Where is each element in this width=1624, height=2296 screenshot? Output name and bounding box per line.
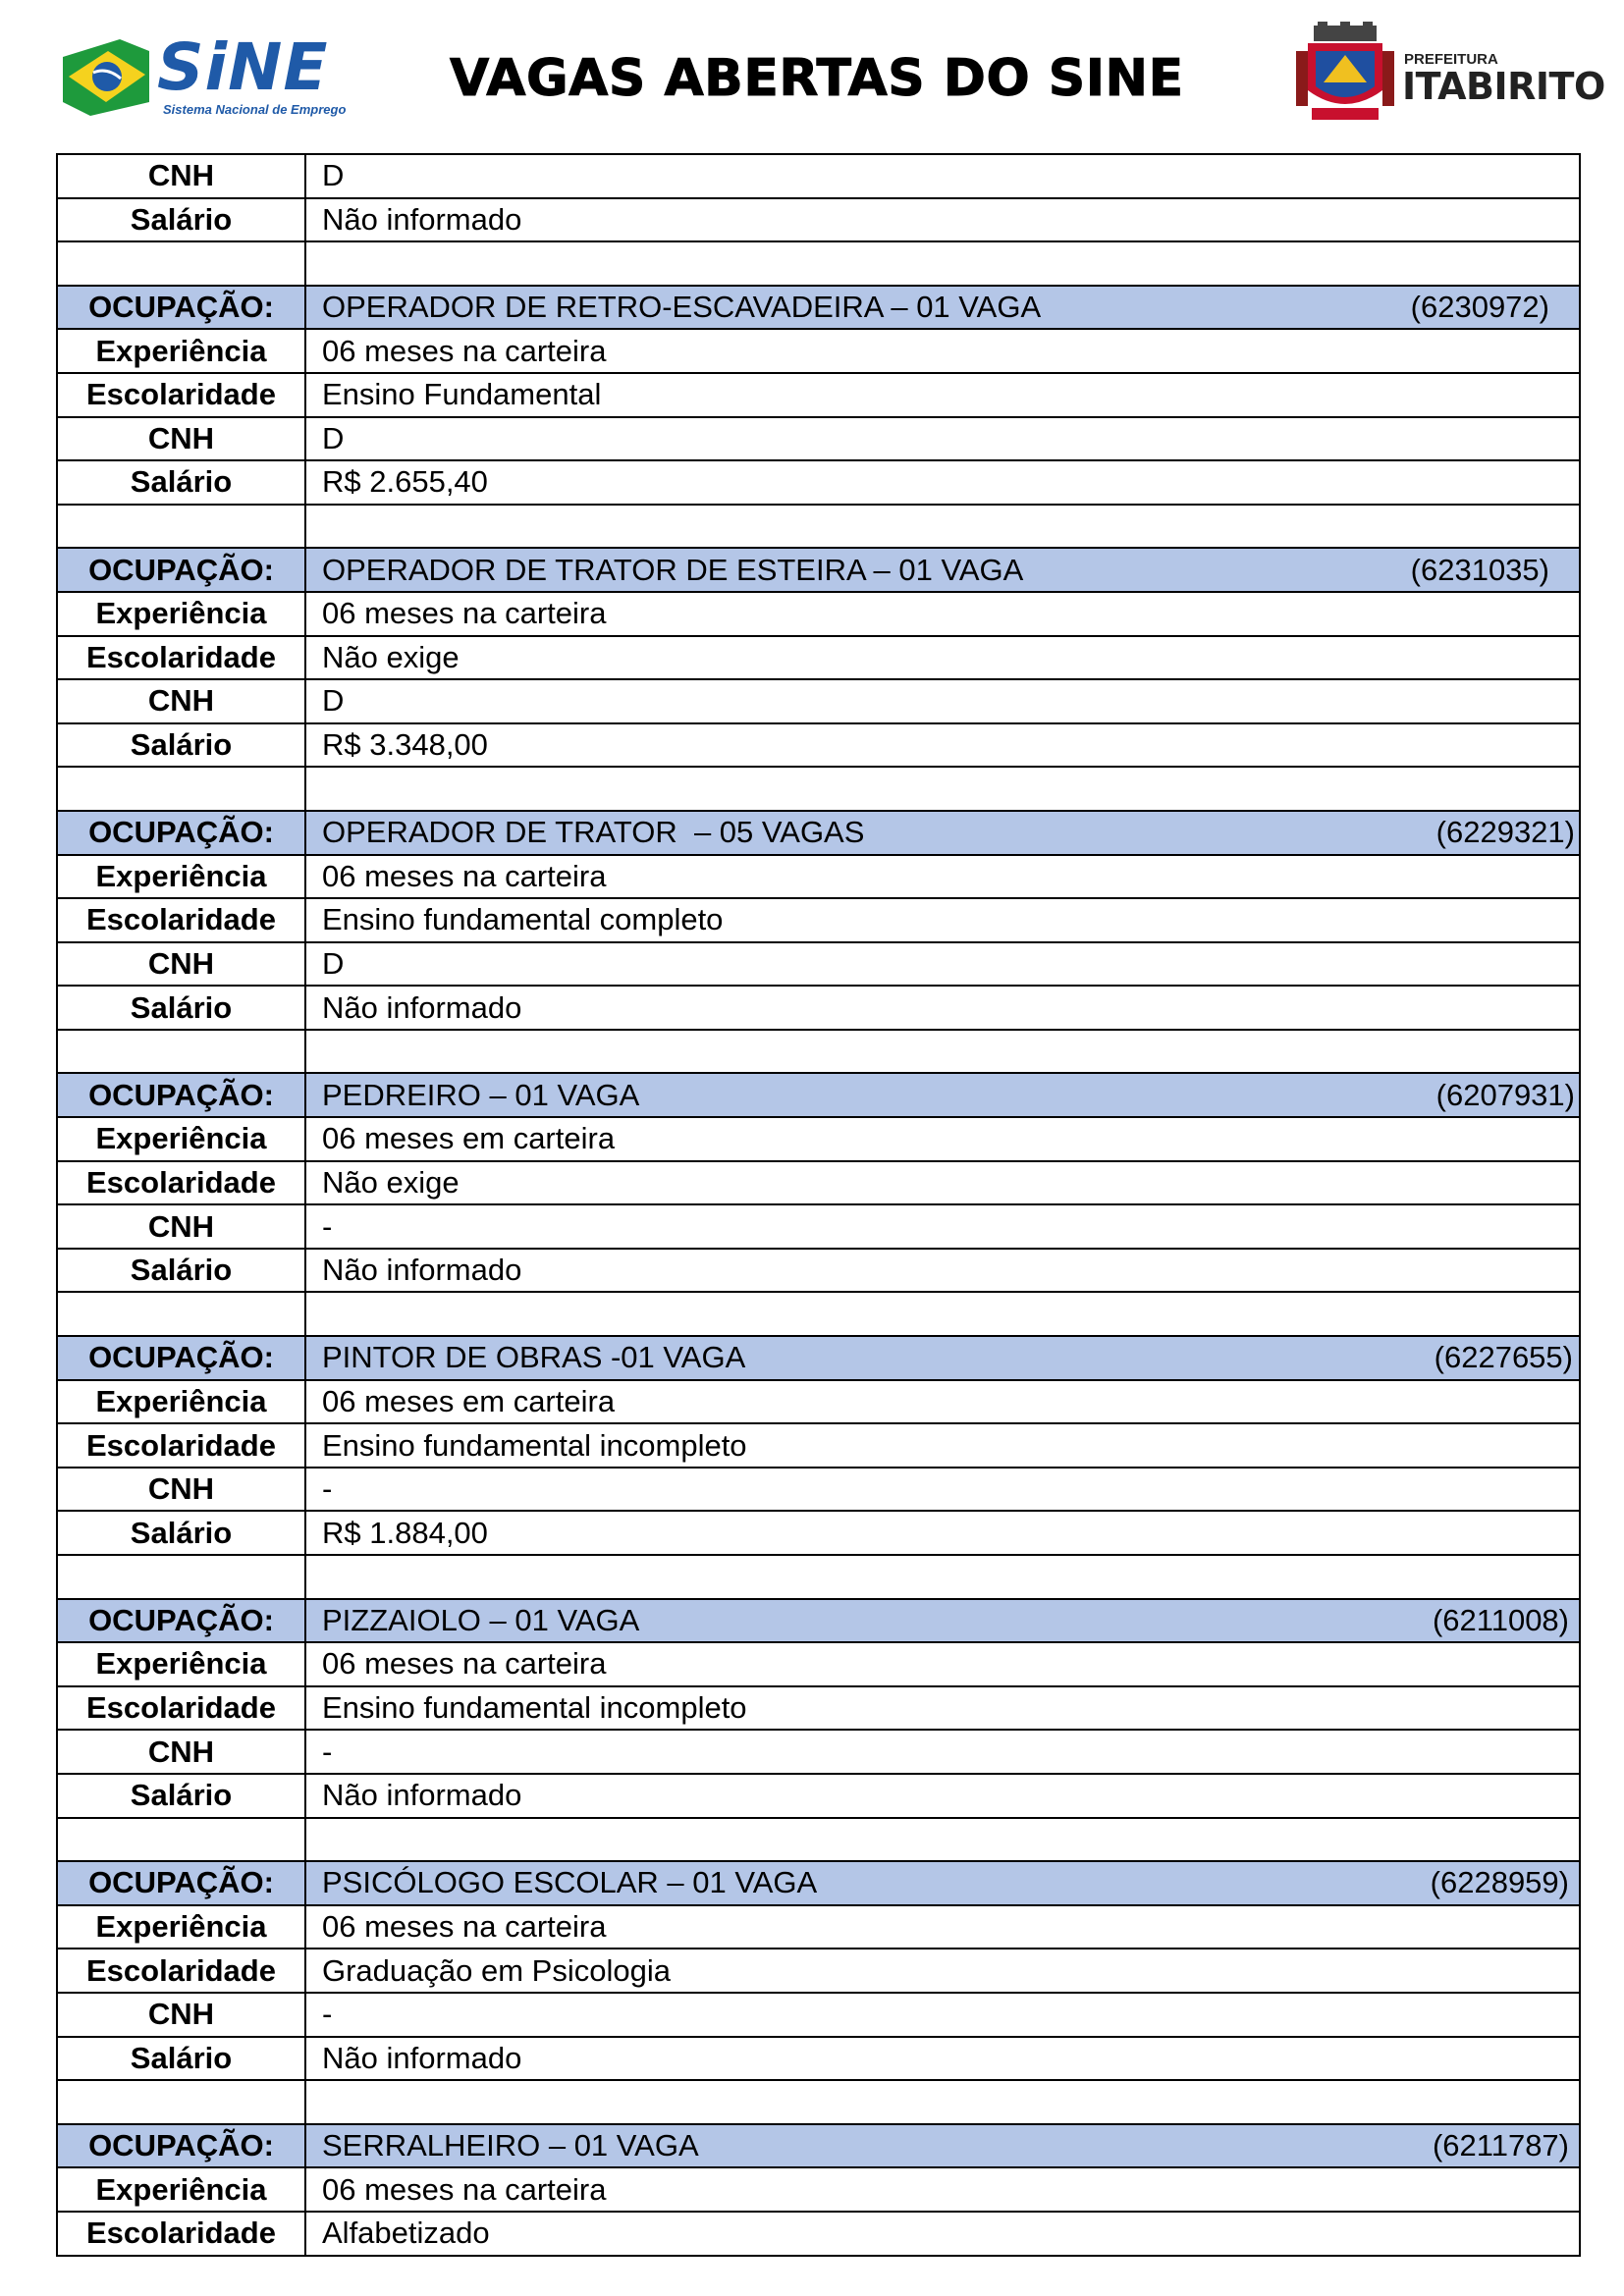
spacer-cell <box>57 241 305 286</box>
occupation-row <box>57 286 1580 330</box>
table-row <box>57 1642 1580 1686</box>
city-crest-icon <box>1294 22 1396 126</box>
spacer-cell <box>305 505 1580 549</box>
occupation-title: OPERADOR DE TRATOR DE ESTEIRA – 01 VAGA <box>322 552 1024 587</box>
occupation-row <box>57 1599 1580 1643</box>
occupation-code: (6231035) <box>1410 552 1549 587</box>
experience-value: 06 meses na carteira <box>305 855 1580 899</box>
occupation-title: PINTOR DE OBRAS -01 VAGA <box>322 1340 746 1375</box>
sine-subtitle: Sistema Nacional de Emprego <box>163 102 347 117</box>
experience-label: Experiência <box>57 329 305 373</box>
occupation-row <box>57 1336 1580 1380</box>
occupation-cell <box>305 1336 1580 1380</box>
table-row <box>57 1730 1580 1774</box>
education-label: Escolaridade <box>57 636 305 680</box>
spacer-cell <box>305 1292 1580 1336</box>
occupation-row <box>57 548 1580 592</box>
table-row <box>57 2167 1580 2212</box>
table-row <box>57 1423 1580 1468</box>
occupation-label: OCUPAÇÃO: <box>57 1599 305 1643</box>
occupation-label: OCUPAÇÃO: <box>57 1073 305 1117</box>
sine-logo <box>61 29 347 124</box>
spacer-row <box>57 241 1580 286</box>
salary-value: R$ 1.884,00 <box>305 1511 1580 1555</box>
spacer-cell <box>305 1818 1580 1862</box>
occupation-row <box>57 2124 1580 2168</box>
spacer-cell <box>57 2080 305 2124</box>
cnh-label: CNH <box>57 154 305 198</box>
cnh-value: D <box>305 679 1580 723</box>
salary-label: Salário <box>57 1774 305 1818</box>
spacer-cell <box>305 1555 1580 1599</box>
cnh-label: CNH <box>57 1730 305 1774</box>
brazil-flag-icon <box>61 37 151 118</box>
education-value: Ensino Fundamental <box>305 373 1580 417</box>
occupation-title: PSICÓLOGO ESCOLAR – 01 VAGA <box>322 1865 818 1900</box>
salary-value: Não informado <box>305 1249 1580 1293</box>
occupation-label: OCUPAÇÃO: <box>57 2124 305 2168</box>
salary-value: R$ 3.348,00 <box>305 723 1580 768</box>
occupation-code: (6229321) <box>1435 815 1575 850</box>
occupation-cell <box>305 548 1580 592</box>
salary-label: Salário <box>57 198 305 242</box>
table-row <box>57 723 1580 768</box>
table-row <box>57 1949 1580 1993</box>
occupation-code: (6228959) <box>1430 1865 1569 1900</box>
city-name: ITABIRITO <box>1402 65 1605 108</box>
table-row <box>57 198 1580 242</box>
occupation-cell <box>305 1861 1580 1905</box>
cnh-value: D <box>305 942 1580 987</box>
experience-value: 06 meses na carteira <box>305 592 1580 636</box>
table-row <box>57 373 1580 417</box>
spacer-row <box>57 1292 1580 1336</box>
cnh-value: D <box>305 154 1580 198</box>
spacer-cell <box>305 241 1580 286</box>
table-row <box>57 1993 1580 2037</box>
table-row <box>57 460 1580 505</box>
spacer-cell <box>57 1555 305 1599</box>
experience-label: Experiência <box>57 1380 305 1424</box>
table-row <box>57 1161 1580 1205</box>
education-value: Não exige <box>305 636 1580 680</box>
occupation-cell <box>305 1073 1580 1117</box>
spacer-cell <box>57 1030 305 1074</box>
occupation-cell <box>305 1599 1580 1643</box>
cnh-label: CNH <box>57 1468 305 1512</box>
spacer-row <box>57 1818 1580 1862</box>
salary-value: Não informado <box>305 198 1580 242</box>
cnh-label: CNH <box>57 417 305 461</box>
salary-label: Salário <box>57 460 305 505</box>
job-openings-table <box>56 153 1581 2257</box>
spacer-cell <box>57 505 305 549</box>
page-header <box>0 0 1624 147</box>
table-row <box>57 1204 1580 1249</box>
table-row <box>57 2037 1580 2081</box>
spacer-cell <box>305 2080 1580 2124</box>
table-row <box>57 942 1580 987</box>
experience-label: Experiência <box>57 2167 305 2212</box>
salary-value: Não informado <box>305 986 1580 1030</box>
education-value: Ensino fundamental incompleto <box>305 1423 1580 1468</box>
cnh-value: - <box>305 1468 1580 1512</box>
prefeitura-logo <box>1294 22 1605 130</box>
education-value: Ensino fundamental incompleto <box>305 1686 1580 1731</box>
spacer-cell <box>57 1818 305 1862</box>
salary-label: Salário <box>57 723 305 768</box>
occupation-label: OCUPAÇÃO: <box>57 548 305 592</box>
experience-value: 06 meses na carteira <box>305 2167 1580 2212</box>
occupation-title: OPERADOR DE TRATOR – 05 VAGAS <box>322 815 865 850</box>
education-value: Ensino fundamental completo <box>305 898 1580 942</box>
occupation-row <box>57 1861 1580 1905</box>
occupation-code: (6230972) <box>1410 290 1549 325</box>
education-label: Escolaridade <box>57 1161 305 1205</box>
spacer-cell <box>305 1030 1580 1074</box>
experience-value: 06 meses na carteira <box>305 1905 1580 1949</box>
cnh-label: CNH <box>57 1204 305 1249</box>
experience-value: 06 meses na carteira <box>305 1642 1580 1686</box>
salary-label: Salário <box>57 1249 305 1293</box>
experience-label: Experiência <box>57 1905 305 1949</box>
occupation-title: SERRALHEIRO – 01 VAGA <box>322 2128 699 2163</box>
cnh-label: CNH <box>57 1993 305 2037</box>
prefeitura-label: PREFEITURA <box>1404 51 1498 68</box>
table-row <box>57 1380 1580 1424</box>
occupation-label: OCUPAÇÃO: <box>57 811 305 855</box>
spacer-row <box>57 2080 1580 2124</box>
occupation-code: (6207931) <box>1435 1077 1575 1112</box>
experience-value: 06 meses na carteira <box>305 329 1580 373</box>
education-value: Graduação em Psicologia <box>305 1949 1580 1993</box>
salary-value: Não informado <box>305 1774 1580 1818</box>
spacer-cell <box>57 767 305 811</box>
table-row <box>57 986 1580 1030</box>
education-label: Escolaridade <box>57 373 305 417</box>
occupation-row <box>57 1073 1580 1117</box>
education-label: Escolaridade <box>57 2212 305 2256</box>
spacer-row <box>57 1030 1580 1074</box>
table-row <box>57 1249 1580 1293</box>
cnh-label: CNH <box>57 679 305 723</box>
experience-label: Experiência <box>57 1117 305 1161</box>
salary-label: Salário <box>57 986 305 1030</box>
occupation-code: (6227655) <box>1434 1340 1573 1375</box>
table-row <box>57 679 1580 723</box>
table-row <box>57 1905 1580 1949</box>
education-value: Alfabetizado <box>305 2212 1580 2256</box>
salary-value: R$ 2.655,40 <box>305 460 1580 505</box>
cnh-value: - <box>305 1993 1580 2037</box>
cnh-label: CNH <box>57 942 305 987</box>
occupation-code: (6211787) <box>1432 2128 1569 2163</box>
sine-wordmark: SiNE <box>157 29 329 105</box>
occupation-row <box>57 811 1580 855</box>
cnh-value: D <box>305 417 1580 461</box>
table-row <box>57 1686 1580 1731</box>
occupation-label: OCUPAÇÃO: <box>57 1336 305 1380</box>
spacer-cell <box>305 767 1580 811</box>
table-row <box>57 1511 1580 1555</box>
table-row <box>57 2212 1580 2256</box>
spacer-cell <box>57 1292 305 1336</box>
salary-label: Salário <box>57 2037 305 2081</box>
cnh-value: - <box>305 1730 1580 1774</box>
occupation-title: PIZZAIOLO – 01 VAGA <box>322 1602 640 1637</box>
occupation-cell <box>305 2124 1580 2168</box>
table-row <box>57 898 1580 942</box>
experience-value: 06 meses em carteira <box>305 1117 1580 1161</box>
spacer-row <box>57 1555 1580 1599</box>
occupation-cell <box>305 811 1580 855</box>
education-label: Escolaridade <box>57 1423 305 1468</box>
occupation-cell <box>305 286 1580 330</box>
table-row <box>57 636 1580 680</box>
table-row <box>57 855 1580 899</box>
experience-label: Experiência <box>57 855 305 899</box>
page-title: VAGAS ABERTAS DO SINE <box>450 49 1184 108</box>
table-row <box>57 592 1580 636</box>
table-row <box>57 1117 1580 1161</box>
education-label: Escolaridade <box>57 1949 305 1993</box>
education-value: Não exige <box>305 1161 1580 1205</box>
education-label: Escolaridade <box>57 898 305 942</box>
table-row <box>57 154 1580 198</box>
table-row <box>57 329 1580 373</box>
occupation-label: OCUPAÇÃO: <box>57 1861 305 1905</box>
table-row <box>57 417 1580 461</box>
table-row <box>57 1468 1580 1512</box>
occupation-label: OCUPAÇÃO: <box>57 286 305 330</box>
experience-label: Experiência <box>57 592 305 636</box>
experience-label: Experiência <box>57 1642 305 1686</box>
salary-value: Não informado <box>305 2037 1580 2081</box>
occupation-code: (6211008) <box>1432 1602 1569 1637</box>
salary-label: Salário <box>57 1511 305 1555</box>
cnh-value: - <box>305 1204 1580 1249</box>
occupation-title: PEDREIRO – 01 VAGA <box>322 1077 640 1112</box>
experience-value: 06 meses em carteira <box>305 1380 1580 1424</box>
education-label: Escolaridade <box>57 1686 305 1731</box>
spacer-row <box>57 505 1580 549</box>
occupation-title: OPERADOR DE RETRO-ESCAVADEIRA – 01 VAGA <box>322 290 1042 325</box>
spacer-row <box>57 767 1580 811</box>
table-row <box>57 1774 1580 1818</box>
